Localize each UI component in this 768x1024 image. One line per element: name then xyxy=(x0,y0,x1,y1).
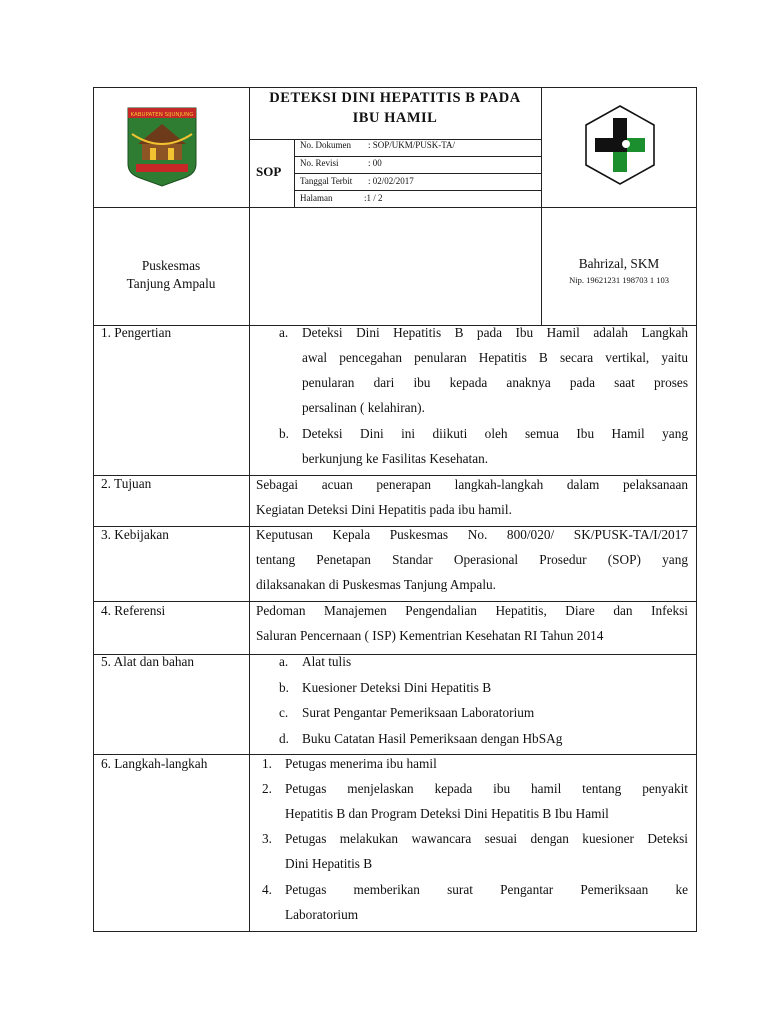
section-label-pengertian: 1. Pengertian xyxy=(101,325,172,340)
section-label-tujuan: 2. Tujuan xyxy=(101,476,152,491)
langkah-marker-4: 4. xyxy=(262,882,272,897)
pengertian-b-line-2: berkunjung ke Fasilitas Kesehatan. xyxy=(302,451,489,466)
sop-title-line-1: DETEKSI DINI HEPATITIS B PADA xyxy=(269,90,521,106)
pengertian-a-line-4: persalinan ( kelahiran). xyxy=(302,400,425,415)
langkah-marker-1: 1. xyxy=(262,756,272,771)
alat-marker-a: a. xyxy=(279,654,289,669)
langkah-2-line-1: Petugas menjelaskan kepada ibu hamil tentang penyakit xyxy=(285,781,688,796)
langkah-3-line-1: Petugas melakukan wawancara sesuai dengan kuesioner Deteksi xyxy=(285,831,688,846)
section-label-referensi: 4. Referensi xyxy=(101,603,166,618)
kebijakan-line-1: Keputusan Kepala Puskesmas No. 800/020/ SK/PUSK-TA/I/2017 xyxy=(256,527,688,542)
sop-title-line-2: IBU HAMIL xyxy=(352,110,438,126)
header-bottom-line xyxy=(93,207,697,208)
doc-number-value: : SOP/UKM/PUSK-TA/ xyxy=(368,140,456,150)
referensi-line-2: Saluran Pencernaan ( ISP) Kementrian Kesehatan RI Tahun 2014 xyxy=(256,628,604,643)
doc-row-line-1 xyxy=(294,156,541,157)
kebijakan-line-3: dilaksanakan di Puskesmas Tanjung Ampalu. xyxy=(256,577,496,592)
langkah-1-line-1: Petugas menerima ibu hamil xyxy=(285,756,437,771)
alat-item-d: Buku Catatan Hasil Pemeriksaan dengan HbSAg xyxy=(302,731,563,746)
doc-row-line-3 xyxy=(294,190,541,191)
page-value: :1 / 2 xyxy=(364,193,383,203)
tujuan-line-1: Sebagai acuan penerapan langkah-langkah dalam pelaksanaan xyxy=(256,477,688,492)
alat-marker-b: b. xyxy=(279,680,289,695)
issue-date-value: : 02/02/2017 xyxy=(368,176,414,186)
column-divider-left xyxy=(249,87,250,932)
alat-marker-d: d. xyxy=(279,731,289,746)
signer-name: Bahrizal, SKM xyxy=(578,256,660,271)
langkah-4-line-2: Laboratorium xyxy=(285,907,359,922)
doc-row-line-2 xyxy=(294,173,541,174)
langkah-3-line-2: Dini Hepatitis B xyxy=(285,856,373,871)
tujuan-line-2: Kegiatan Deteksi Dini Hepatitis pada ibu hamil. xyxy=(256,502,512,517)
section-label-alat: 5. Alat dan bahan xyxy=(101,654,195,669)
pengertian-marker-b: b. xyxy=(279,426,289,441)
section-label-kebijakan: 3. Kebijakan xyxy=(101,527,169,542)
sop-label: SOP xyxy=(256,164,282,179)
column-divider-right xyxy=(541,87,542,325)
pengertian-a-line-3: penularan dari ibu kepada anaknya pada saat proses xyxy=(302,375,688,390)
signer-nip: Nip. 19621231 198703 1 103 xyxy=(569,275,669,285)
kebijakan-line-2: tentang Penetapan Standar Operasional Prosedur (SOP) yang xyxy=(256,552,688,567)
org-line-1: Puskesmas xyxy=(141,258,201,273)
langkah-2-line-2: Hepatitis B dan Program Deteksi Dini Hepatitis B Ibu Hamil xyxy=(285,806,609,821)
langkah-4-line-1: Petugas memberikan surat Pengantar Pemeriksaan ke xyxy=(285,882,688,897)
langkah-marker-3: 3. xyxy=(262,831,272,846)
doc-number-label: No. Dokumen xyxy=(300,140,351,150)
issue-date-label: Tanggal Terbit xyxy=(300,176,353,186)
section-label-langkah: 6. Langkah-langkah xyxy=(101,756,208,771)
pengertian-a-line-1: Deteksi Dini Hepatitis B pada Ibu Hamil adalah Langkah xyxy=(302,325,688,340)
pengertian-a-line-2: awal pencegahan penularan Hepatitis B secara vertikal, yaitu xyxy=(302,350,688,365)
referensi-line-1: Pedoman Manajemen Pengendalian Hepatitis, Diare dan Infeksi xyxy=(256,603,688,618)
puskesmas-logo xyxy=(584,104,656,186)
emblem-caption: KABUPATEN SIJUNJUNG xyxy=(130,112,194,118)
org-line-2: Tanjung Ampalu xyxy=(126,276,216,291)
revision-value: : 00 xyxy=(368,158,382,168)
sop-title xyxy=(250,88,540,128)
org-name xyxy=(93,257,249,293)
langkah-marker-2: 2. xyxy=(262,781,272,796)
alat-marker-c: c. xyxy=(279,705,289,720)
pengertian-b-line-1: Deteksi Dini ini diikuti oleh semua Ibu Hamil yang xyxy=(302,426,688,441)
page-label: Halaman xyxy=(300,193,333,203)
alat-item-a: Alat tulis xyxy=(302,654,352,669)
alat-item-c: Surat Pengantar Pemeriksaan Laboratorium xyxy=(302,705,535,720)
revision-label: No. Revisi xyxy=(300,158,339,168)
alat-item-b: Kuesioner Deteksi Dini Hepatitis B xyxy=(302,680,492,695)
regency-emblem-logo xyxy=(124,104,200,188)
pengertian-marker-a: a. xyxy=(279,325,289,340)
